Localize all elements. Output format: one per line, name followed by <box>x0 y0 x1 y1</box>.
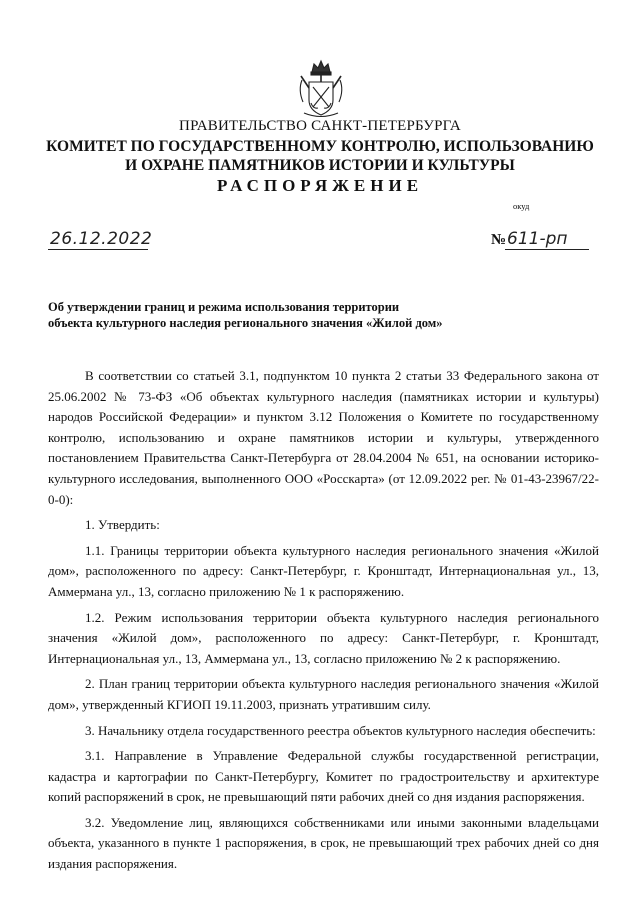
committee-title-line2: И ОХРАНЕ ПАМЯТНИКОВ ИСТОРИИ И КУЛЬТУРЫ <box>125 157 515 174</box>
government-title: ПРАВИТЕЛЬСТВО САНКТ-ПЕТЕРБУРГА <box>179 118 461 134</box>
number-underline <box>505 249 589 250</box>
document-subject <box>48 300 608 331</box>
document-type: РАСПОРЯЖЕНИЕ <box>216 176 424 195</box>
subject-line2: объекта культурного наследия регионального значения «Жилой дом» <box>48 315 443 330</box>
paragraph-item-3-2: 3.2. Уведомление лиц, являющихся собственниками или иными законными владельцами объекта, указанного в пункте 1 распоряжения, в срок, не превышающий трех рабочих дней со дня издания распоряжения. <box>48 814 599 872</box>
coat-of-arms-emblem <box>296 58 346 120</box>
date-underline <box>48 249 148 250</box>
committee-title <box>0 137 640 175</box>
paragraph-item-1-1: 1.1. Границы территории объекта культурного наследия регионального значения «Жилой дом», расположенного по адресу: Санкт-Петербург, г. Кронштадт, Интернациональная ул., 13, Аммермана ул., 13, согласно приложению № 1 к распоряжению. <box>48 542 599 599</box>
paragraph-preamble: В соответствии со статьей 3.1, подпунктом 10 пункта 2 статьи 33 Федерального закона от 25.06.2002 № 73-ФЗ «Об объектах культурного наследия (памятниках истории и культуры) народов Российской Федерации» и пунктом 3.12 Положения о Комитете по государственному контролю, использованию и охране памятников истории и культуры, утвержденного постановлением Правительства Санкт-Петербурга от 28.04.2004 № 651, на основании историко-культурного исследования, выполненного ООО «Росскарта» (от 12.09.2022 рег. № 01-43-23967/22-0-0): <box>48 368 599 507</box>
document-number: 611-рп <box>507 229 568 249</box>
subject-line1: Об утверждении границ и режима использования территории <box>48 300 400 314</box>
number-label: № <box>491 232 507 248</box>
okud-label: окуд <box>513 201 530 211</box>
committee-title-line1: КОМИТЕТ ПО ГОСУДАРСТВЕННОМУ КОНТРОЛЮ, ИСПОЛЬЗОВАНИЮ <box>46 138 594 155</box>
document-body <box>48 366 599 875</box>
paragraph-item-3: 3. Начальнику отдела государственного реестра объектов культурного наследия обеспечить: <box>85 722 596 738</box>
paragraph-item-1: 1. Утвердить: <box>85 517 160 533</box>
paragraph-item-2: 2. План границ территории объекта культурного наследия регионального значения «Жилой дом», утвержденный КГИОП 19.11.2003, признать утратившим силу. <box>48 676 599 712</box>
paragraph-item-3-1: 3.1. Направление в Управление Федеральной службы государственной регистрации, кадастра и картографии по Санкт-Петербургу, Комитет по градостроительству и архитектуре копий распоряжений в срок, не превышающий пяти рабочих дней со дня издания распоряжения. <box>48 748 599 805</box>
paragraph-item-1-2: 1.2. Режим использования территории объекта культурного наследия регионального значения «Жилой дом», расположенного по адресу: Санкт-Петербург, г. Кронштадт, Интернациональная ул., 13, Аммермана ул., 13, согласно приложению № 2 к распоряжению. <box>48 609 599 666</box>
document-date: 26.12.2022 <box>50 229 153 249</box>
